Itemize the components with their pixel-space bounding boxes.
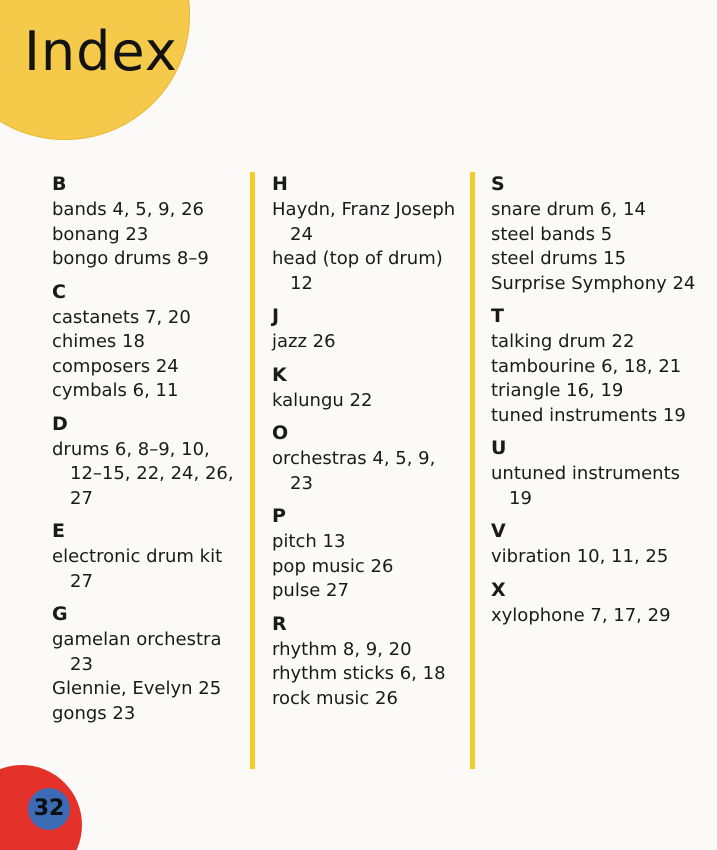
index-group-x <box>491 578 696 629</box>
index-letter-heading: O <box>272 422 289 444</box>
index-entry: snare drum 6, 14 <box>491 199 646 220</box>
index-letter-heading: C <box>52 280 66 303</box>
index-letter-heading: R <box>272 612 287 635</box>
index-entry: vibration 10, 11, 25 <box>491 546 669 567</box>
index-letter-heading: J <box>272 305 280 327</box>
index-group-d <box>52 412 242 512</box>
index-letter-heading: T <box>491 305 504 327</box>
index-entry: tuned instruments 19 <box>491 404 686 426</box>
index-entry: head (top of drum) 12 <box>272 248 443 294</box>
index-group-b <box>52 172 242 272</box>
index-group-j <box>272 304 462 355</box>
index-letter-heading: U <box>491 437 507 459</box>
index-entry: electronic drum kit 27 <box>52 546 223 592</box>
index-group-o <box>272 421 462 496</box>
index-entry: cymbals 6, 11 <box>52 380 179 401</box>
index-letter-heading: K <box>272 363 287 386</box>
index-entry: kalungu 22 <box>272 389 373 411</box>
index-entry: rhythm 8, 9, 20 <box>272 638 412 660</box>
index-entry: talking drum 22 <box>491 331 635 352</box>
index-letter-heading: E <box>52 520 65 542</box>
index-entry: Glennie, Evelyn 25 <box>52 678 222 699</box>
index-entry: Haydn, Franz Joseph 24 <box>272 199 456 245</box>
index-entry: steel bands 5 <box>491 223 613 245</box>
index-letter-heading: G <box>52 603 68 625</box>
index-letter-heading: H <box>272 173 288 195</box>
index-letter-heading: D <box>52 412 68 435</box>
index-entry: triangle 16, 19 <box>491 380 624 401</box>
index-group-p <box>272 504 462 604</box>
index-group-k <box>272 363 462 414</box>
index-letter-heading: V <box>491 520 506 542</box>
index-entry: pop music 26 <box>272 555 394 577</box>
index-column-1 <box>52 172 242 734</box>
index-letter-heading: B <box>52 173 67 195</box>
index-group-r <box>272 612 462 712</box>
index-entry: rhythm sticks 6, 18 <box>272 663 446 684</box>
index-entry: untuned instruments 19 <box>491 463 681 509</box>
index-column-3 <box>491 172 696 636</box>
index-entry: steel drums 15 <box>491 248 627 269</box>
index-entry: pulse 27 <box>272 580 349 601</box>
page-number: 32 <box>28 788 70 830</box>
index-entry: composers 24 <box>52 355 179 377</box>
index-group-t <box>491 304 696 428</box>
index-entry: bongo drums 8–9 <box>52 248 209 269</box>
column-divider <box>470 172 475 769</box>
index-letter-heading: X <box>491 578 506 601</box>
index-group-g <box>52 602 242 726</box>
index-entry: bonang 23 <box>52 223 149 245</box>
column-divider <box>250 172 255 769</box>
index-entry: orchestras 4, 5, 9, 23 <box>272 448 436 494</box>
index-entry: bands 4, 5, 9, 26 <box>52 199 204 220</box>
index-entry: castanets 7, 20 <box>52 306 191 328</box>
index-entry: tambourine 6, 18, 21 <box>491 355 682 377</box>
index-letter-heading: S <box>491 173 505 195</box>
index-entry: Surprise Symphony 24 <box>491 272 696 294</box>
index-group-u <box>491 436 696 511</box>
index-entry: xylophone 7, 17, 29 <box>491 604 671 626</box>
index-entry: gamelan orchestra 23 <box>52 629 222 675</box>
index-letter-heading: P <box>272 505 286 527</box>
index-column-2 <box>272 172 462 719</box>
index-group-c <box>52 280 242 404</box>
index-entry: jazz 26 <box>272 331 336 352</box>
index-entry: chimes 18 <box>52 331 145 352</box>
index-group-e <box>52 519 242 594</box>
index-entry: gongs 23 <box>52 702 136 724</box>
index-group-h <box>272 172 462 296</box>
index-group-v <box>491 519 696 570</box>
index-entry: rock music 26 <box>272 687 398 709</box>
index-entry: drums 6, 8–9, 10, 12–15, 22, 24, 26, 27 <box>52 438 234 509</box>
index-group-s <box>491 172 696 296</box>
index-entry: pitch 13 <box>272 531 346 552</box>
page-title: Index <box>24 20 178 83</box>
